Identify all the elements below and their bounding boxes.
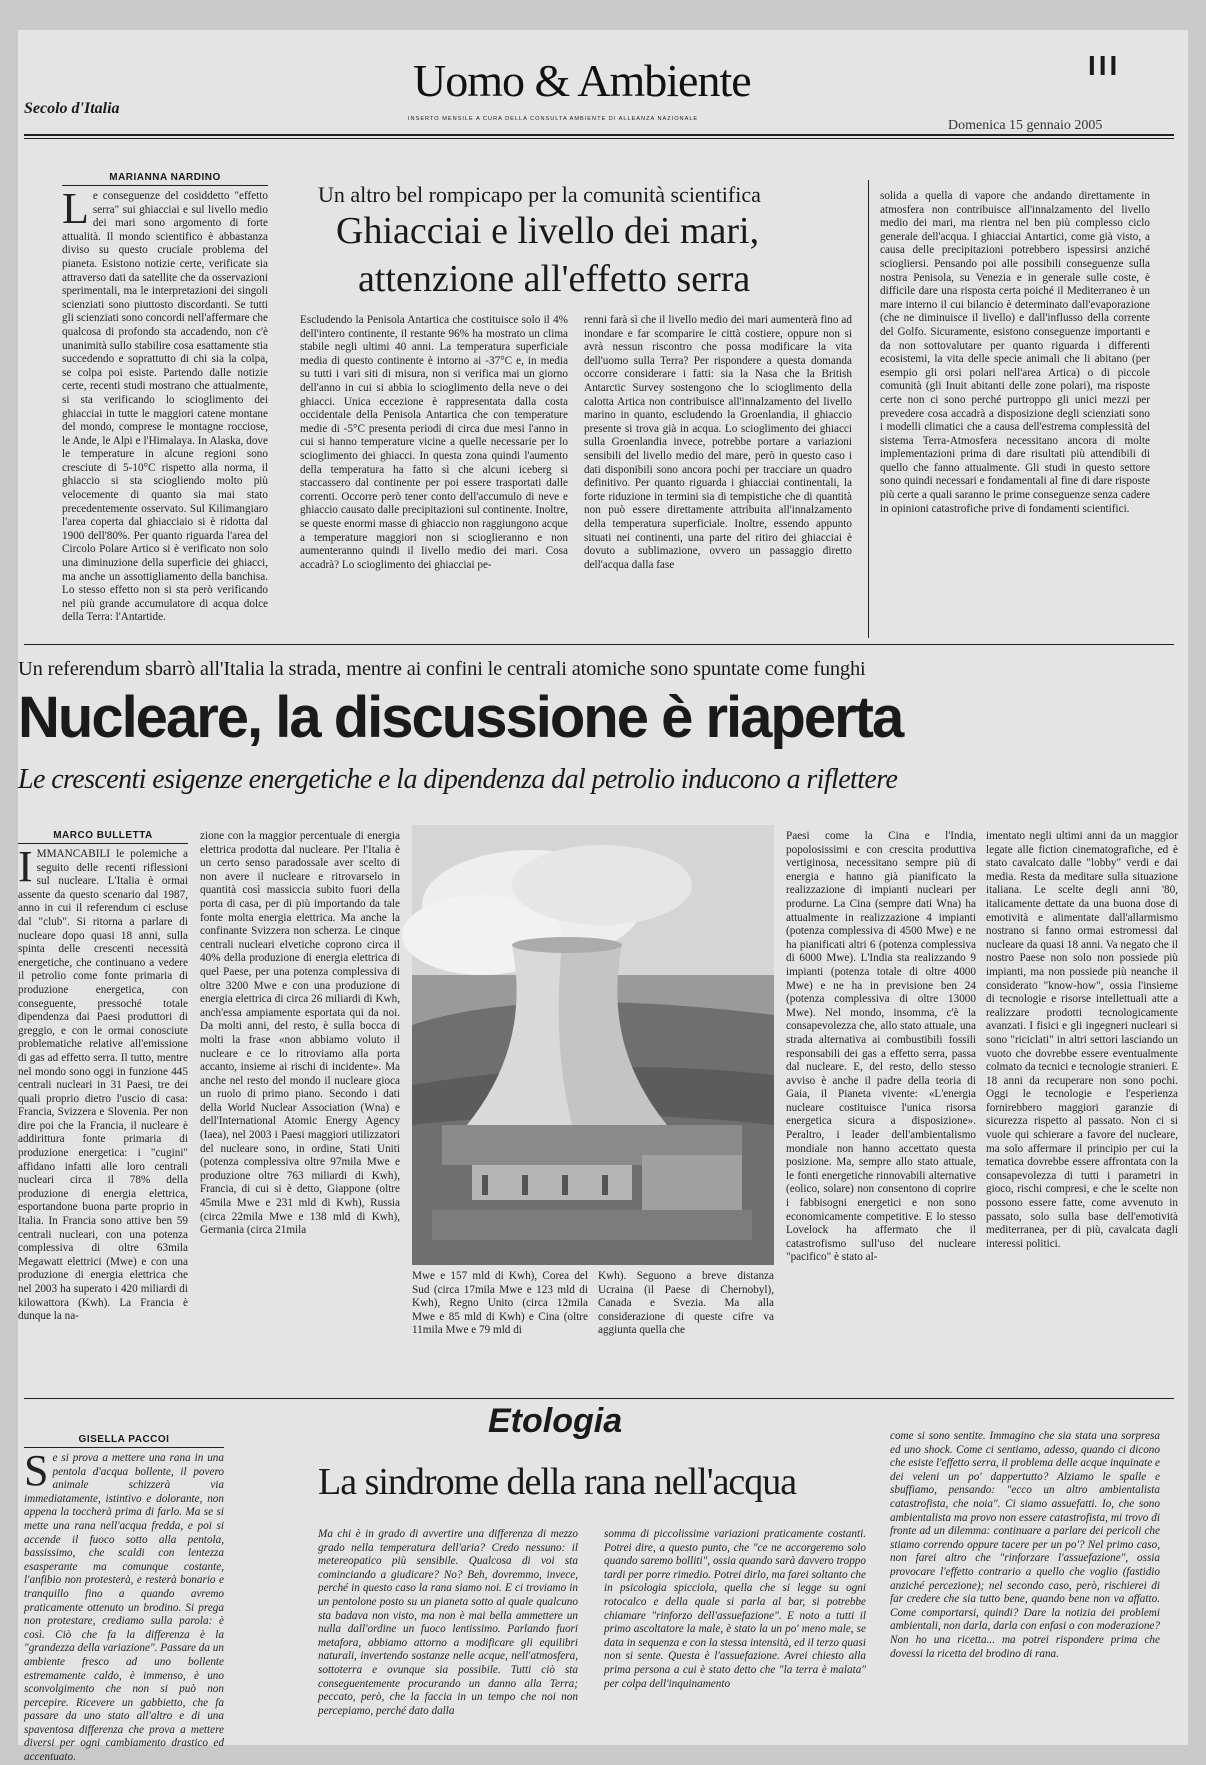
article3-headline: La sindrome della rana nell'acqua [318,1461,797,1503]
article1-dropcap: L [62,184,89,233]
masthead-rule [24,134,1174,136]
article3-dropcap: S [24,1446,49,1495]
column-divider [868,180,869,638]
masthead-rule-thin [24,138,1174,139]
article2-col1-text: MMANCABILI le polemiche a seguito delle recenti riflessioni sul nucleare. L'Italia è ormai assente da questo scenario dal 1987, anno in cui il referendum ci escluse dal "club". Si ritorna a parlare di nucleare dopo quasi 18 anni, sulla spinta delle crescenti necessità energetiche, che continuano a vedere il petrolio come fonte primaria di produzione energetica, con conseguente, pressoché totale dipendenza dai Paesi produttori di greggio, e con le ormai conosciute problematiche relative all'emissione di gas ad effetto serra. Il tutto, mentre nel mondo sono oggi in funzione 445 centrali nucleari in 31 Paesi, tre dei quali proprio dietro l'uscio di casa: Francia, Svizzera e Slovenia. Per non dire poi che la Francia, il nucleare è addirittura fonte primaria di produzione energetica: i "cugini" affidano infatti alle loro centrali nucleari circa il 78% della produzione di energia elettrica, esportandone buona parte proprio in Italia. In Francia sono attive ben 59 centrali nucleari, con una potenza complessiva di oltre 63mila Megawatt elettrici (Mwe) e con una produzione di energia elettrica che nel 2003 ha superato i 420 miliardi di kilowattora (Kwh). La Francia è dunque la na- [18,848,188,1323]
photo-caption-left: Mwe e 157 mld di Kwh), Corea del Sud (circa 17mila Mwe e 123 mld di Kwh), Regno Unito (circa 12mila Mwe e 85 mld di Kwh) e Cina (oltre 11mila Mwe e 79 mld di [412,1270,588,1337]
article2-subhead: Le crescenti esigenze energetiche e la dipendenza dal petrolio inducono a riflettere [18,764,898,795]
article2-column-4: imentato negli ultimi anni da un maggior legate alle fiction cinematografiche, ed è stato cavalcato dalle "lobby" verdi e dai media. Resta da meditare sulla situazione italiana. Le scelte degli anni '80, italicamente dettate da una buona dose di emotività e alimentate dall'allarmismo nostrano si fanno ormai estromessi dal nucleare da quasi 18 anni. Va negato che il nostro Paese non solo non possiede più impianti, ma non possiede più neanche il considerato "know-how", ossia l'insieme di tecnologie e risorse intellettuali atte a realizzare prodotti tecnologicamente avanzati. I fisici e gli ingegneri nucleari si sono "riciclati" in altri settori lasciando un vuoto che dovrebbe essere eventualmente colmato da tecnici e tecnologie stranieri. E 18 anni da recuperare non sono pochi. Oggi le tecnologie e l'esperienza fornirebbero maggiori garanzie di sicurezza rispetto al passato. Non ci si vuole qui schierare a favore del nucleare, ma solo affermare il principio per cui la tematica dovrebbe essere affrontata con la consapevolezza di tutti i parametri in gioco, rischi compresi, e che le scelte non possono essere fatte, come avvenuto in passato, solo sulla base dell'emotività mediterranea, per di più, cavalcata dagli interessi politici. [986,830,1178,1250]
article1-column-4: solida a quella di vapore che andando direttamente in atmosfera non contribuisce all'innalzamento del livello medio dei mari, ma rientra nel ben più complesso ciclo generale dell'acqua. I ghiacciai Antartici, come già visto, a causa delle precipitazioni potrebbero ispessirsi anziché sciogliersi. Pensando poi alle possibili conseguenze sulla nostra Penisola, su Venezia e in generale sulle coste, è difficile dare una risposta certa poiché il Mediterraneo è un mare interno il cui bilancio è determinato dall'evaporazione (che ne diminuisce il livello) e dall'influsso della corrente del Golfo. Sicuramente, esistono conseguenze importanti e da non sottovalutare per quanto riguarda i differenti ecosistemi, la vita delle specie animali che li abitano (per esempio gli orsi polari nell'area Artica) o di piccole comunità (gli Inuit abitanti delle zone polari), ma risposte certe non ci sono perché purtroppo gli unici mezzi per prevedere cosa accadrà a disposizione degli scienziati sono i modelli climatici che a causa dell'estrema complessità del sistema Terra-Atmosfera necessitano ancora di molte implementazioni prima di dare risultati più attendibili di quello che fanno attualmente. Gli studi in questo settore sono quindi necessari e fondamentali al fine di dare risposte più certe a quali saranno le prime conseguenze senza cadere in opinioni catastrofiche prive di fondamenti scientifici. [880,190,1150,515]
article1-bottom-rule [24,644,1174,645]
article2-byline: MARCO BULLETTA [18,830,188,844]
article2-column-3: Paesi come la Cina e l'India, popolosissimi e con crescita produttiva vertiginosa, necessitano sempre più di energia e hanno già pianificato la realizzazione di impianti nucleari per produrne. La Cina (sempre dati Wna) ha attualmente in realizzazione 4 impianti (potenza complessiva di 4500 Mwe) e ne ha pianificati altri 6 (potenza complessiva di 6000 Mwe). L'India sta realizzando 9 impianti (potenza totale di oltre 4000 Mwe) e ne ha in previsione ben 24 (potenza complessiva di oltre 13000 Mwe). Nel mondo, insomma, c'è la consapevolezza che, allo stato attuale, una strada alternativa ai combustibili fossili responsabili dei gas a effetto serra, passa dal nucleare. E, del resto, dello stesso avviso è anche il padre della teoria di Gaia, il Pianeta vivente: «L'energia nucleare costituisce l'unica risorsa energetica sicura a disposizione». Peraltro, i leader dell'ambientalismo mondiale non hanno accettato questa posizione. Ma, sempre allo stato attuale, le fonti energetiche rinnovabili alternative (eolico, solare) non consentono di coprire i fabbisogni energetici e non sono economicamente competitive. E lo stesso Lovelock ha affermato che il catastrofismo sull'uso del nucleare "pacifico" è stato al- [786,830,976,1264]
paper-name: Secolo d'Italia [24,100,120,117]
issue-date: Domenica 15 gennaio 2005 [948,118,1103,133]
article1-column-2: Escludendo la Penisola Antartica che costituisce solo il 4% dell'intero continente, il restante 96% ha mostrato un clima stabile negli ultimi 40 anni. La temperatura superficiale media di questo continente è intorno ai -37°C e, in media su tutti i vari siti di misura, non si verifica mai un giorno dell'anno in cui si abbia lo scioglimento della neve o dei ghiacci. Unica eccezione è rappresentata dalla costa occidentale della Penisola Antartica che con temperature medie di -5°C presenta periodi di circa due mesi l'anno in cui si hanno temperature vicine a quelle necessarie per lo scioglimento dei ghiacci. In questa zona quindi l'aumento della temperatura ha fatto sì che alcuni iceberg si staccassero dal continente per poi essere trasportati dalle correnti. Occorre però tener conto dell'accumulo di neve e ghiaccio causato dalle precipitazioni sul continente. Inoltre, se queste enormi masse di ghiaccio non raggiungono acque a temperature maggiori non si scioglieranno e non aumenteranno quindi il livello medio dei mari. Cosa accadrà? Lo scioglimento dei ghiacciai pe- [300,314,568,571]
article1-headline-line2: attenzione all'effetto serra [358,258,751,300]
article1-column-1 [62,184,268,635]
article1-byline: MARIANNA NARDINO [62,172,268,186]
newspaper-page [18,30,1188,1764]
article2-headline: Nucleare, la discussione è riaperta [18,685,903,750]
article3-byline: GISELLA PACCOI [24,1434,224,1448]
cooling-tower-illustration [412,825,774,1265]
masthead-subline: INSERTO MENSILE A CURA DELLA CONSULTA AMBIENTE DI ALLEANZA NAZIONALE [408,116,699,122]
article1-headline-line1: Ghiacciai e livello dei mari, [336,210,760,252]
article2-column-2: zione con la maggior percentuale di energia elettrica prodotta dal nucleare. Per l'Italia è un certo senso paradossale aver scelto di non avere il nucleare e ritrovarselo in quantità così massiccia subito fuori della porta di casa, per di più importando da tale fonte molta energia elettrica. Ma anche la confinante Svizzera non scherza. Le cinque centrali nucleari elvetiche coprono circa il 40% della produzione di energia elettrica di quel Paese, per una potenza complessiva di oltre 3200 Mwe e con una produzione di energia elettrica di circa 26 miliardi di Kwh, anch'essa ampiamente esportata qui da noi. Da molti anni, del resto, è sulla bocca di molti la frase «non abbiamo voluto il nucleare e ce lo ritroviamo alla porta accanto, insieme ai rischi di incidente». Ma anche nel resto del mondo il nucleare gioca un ruolo di primo piano. Secondo i dati della World Nuclear Association (Wna) e dell'International Atomic Energy Agency (Iaea), nel 2003 i Paesi maggiori utilizzatori del nucleare sono, in ordine, Stati Uniti (potenza complessiva oltre 97mila Mwe e produzione oltre 763 miliardi di Kwh), Francia, di cui si è detto, Giappone (oltre 45mila Mwe e 231 mld di Kwh), Russia (circa 22mila Mwe e 138 mld di Kwh), Germania (circa 21mila [200,830,400,1237]
photo-caption-right: Kwh). Seguono a breve distanza Ucraina (il Paese di Chernobyl), Canada e Svezia. Ma alla considerazione di queste cifre va aggiunta quella che [598,1270,774,1337]
article2-column-1 [18,842,188,1388]
section-etologia: Etologia [488,1402,623,1440]
nuclear-plant-photo [412,825,774,1265]
article1-col1-text: e conseguenze del cosiddetto "effetto serra" sui ghiacciai e sul livello medio dei mari sono argomento di forte attualità. Il mondo scientifico è abbastanza diviso su questo cruciale problema del pianeta. Esistono notizie certe, verificate sia attraverso dati da satellite che da osservazioni sperimentali, ma le interpretazioni dei singoli scienziati sono piuttosto discordanti. Se tutti gli scienziati sono concordi nell'affermare che qualcosa di profondo sta accadendo, non c'è unanimità sullo stabilire cosa esattamente stia succedendo e soprattutto di chi sia la colpa, se colpa poi esiste. Partendo dalle notizie certe, recenti studi mostrano che attualmente, si sta verificando lo scioglimento dei ghiacciai in tutte le maggiori catene montane del mondo, comprese le montagne rocciose, le Ande, le Alpi e l'Himalaya. In Alaska, dove le temperature in alcune regioni sono cresciute di 5-10°C rispetto alla norma, il ghiaccio si sta sciogliendo molto più velocemente di quanto sia mai stato precedentemente osservato. Sul Kilimangiaro l'area coperta dal ghiacciaio si è ridotta dal 1900 dell'80%. Per quanto riguarda l'area del Circolo Polare Artico si è verificato non solo una diminuzione della superficie dei ghiacci, ma anche un assottigliamento della banchisa. Lo stesso effetto non si sta però verificando nel più grande accumulatore di acqua dolce della Terra: l'Antartide. [62,190,268,624]
article2-dropcap: I [18,842,33,891]
article3-column-4: come si sono sentite. Immagino che sia stata una sorpresa ed uno shock. Come ci sentiamo, adesso, quando ci dicono che esiste l'effetto serra, il problema delle acque inquinate e dei veleni un po' dappertutto? Alziamo le spalle e sbuffiamo, pensando: "ecco un altro ambientalista catastrofista, che noia". Ci siamo assuefatti. Io, che sono ambientalista ma provo non essere catastrofista, mi trovo di fronte ad un dilemma: continuare a parlare dei pericoli che stiamo correndo oppure tacere per un po'? Nel primo caso, non farei altro che "rinforzare l'assuefazione", ossia provocare l'effetto contrario a quello che voglio (fastidio anziché percezione); nel secondo caso, però, rischierei di far credere che sia tutto bene, quando bene non va affatto. Come comportarsi, quindi? Dare la notizia dei problemi ambientali, non darla, darla con enfasi o con moderazione? Non ho una ricetta... ma potrei rispondere prima che dovessi la ricetta del brodino di rana. [890,1430,1160,1660]
article2-bottom-rule [24,1398,1174,1399]
article3-column-1 [24,1446,224,1764]
page-marker: III [1088,50,1121,81]
article3-column-3: somma di piccolissime variazioni praticamente costanti. Potrei dire, a questo punto, che "ce ne accorgeremo solo quando saremo bolliti", ossia quando sarà davvero troppo tardi per porre rimedio. Potrei dirlo, ma farei soltanto che in psicologia spicciola, quella che si legge su ogni rotocalco e della quale si parla al bar, si potrebbe chiamare "rinforzo dell'assuefazione". E noto a tutti il primo ascoltatore la male, è stato la un po' meno male, se data in sequenza e con la stessa intensità, ed il terzo quasi non si sente. Questa è l'assuefazione. Avrei chiesto alla prima persona a cui è stato detto che "la terra è malata" per colpa dell'inquinamento [604,1528,866,1690]
article1-kicker: Un altro bel rompicapo per la comunità scientifica [318,182,761,207]
article3-column-2: Ma chi è in grado di avvertire una differenza di mezzo grado nella temperatura dell'aria? Credo nessuno: il metereopatico più sensibile. Qualcosa di voi sta cominciando a giudicare? No? Beh, dovremmo, invece, perché in questo caso la rana siamo noi. E ci troviamo in un pentolone posto su un pianeta sotto al quale qualcuno sta badava non visto, ma non è mai bella ammettere un nulla dall'ordine un fuoco lentissimo. Parlando fuori metafora, abbiamo attorno a modificare gli equilibri naturali, invertendo sostanze nelle acque, nell'atmosfera, sottoterra e ovunque sia possibile. Tutti ciò sta conseguentemente procurando un danno alla Terra; peccato, però, che la faccia in un tempo che noi non percepiamo, perché dato dalla [318,1528,578,1717]
article1-column-3: renni farà sì che il livello medio dei mari aumenterà fino ad inondare e far scomparire le città costiere, oppure non si avrà nessun riscontro che possa modificare la vita dell'uomo sulla Terra? Per rispondere a questa domanda occorre considerare i fatti: sia la Nasa che la British Antarctic Survey sostengono che lo scioglimento della calotta Artica non contribuisce all'innalzamento del livello marino in quanto, escludendo la Groenlandia, il ghiaccio presente si trova già in acqua. Lo scioglimento dei ghiacci sulla Groenlandia invece, potrebbe portare a variazioni sensibili del livello medio del mare, però in questo caso i dati disponibili sono ancora pochi per tracciare un quadro definitivo. Per quanto riguarda i ghiacciai continentali, la forte riduzione in termini sia di tempistiche che di quantità non può essere direttamente attribuita all'innalzamento della temperatura superficiale. Inoltre, essendo appunto situati nei continenti, una parte del ritiro dei ghiacciai è dovuto a sublimazione, ovvero un passaggio diretto dell'acqua dalla fase [584,314,852,571]
section-masthead-title: Uomo & Ambiente [413,55,751,106]
article3-col1-text: e si prova a mettere una rana in una pentola d'acqua bollente, il povero animale schizzerà via immediatamente, istintivo e dolorante, non appena la toccherà prima di farlo. Ma se si mette una rana nell'acqua fredda, e poi si accende il fuoco sotto alla pentola, bassissimo, che scaldi con lentezza esasperante ma comunque costante, l'anfibio non protesterà, e resterà bonario e tranquillo fino a quando avremo praticamente ottenuto un brodino. Si prega non protestare, crediamo sulla parola: è così. Ciò che fa la differenza è la "grandezza della variazione". Passare da un ambiente fresco ad uno bollente estremamente caldo, è immenso, è uno sconvolgimento che non si può non percepire. Ricevere un gabbietto, che fa passare da uno stato all'altro e di una spaventosa differenza che prova a mettere diversi per ogni cambiamento drastico ed accentuato. [24,1452,224,1764]
article2-kicker: Un referendum sbarrò all'Italia la strada, mentre ai confini le centrali atomiche sono spuntate come funghi [18,658,866,680]
